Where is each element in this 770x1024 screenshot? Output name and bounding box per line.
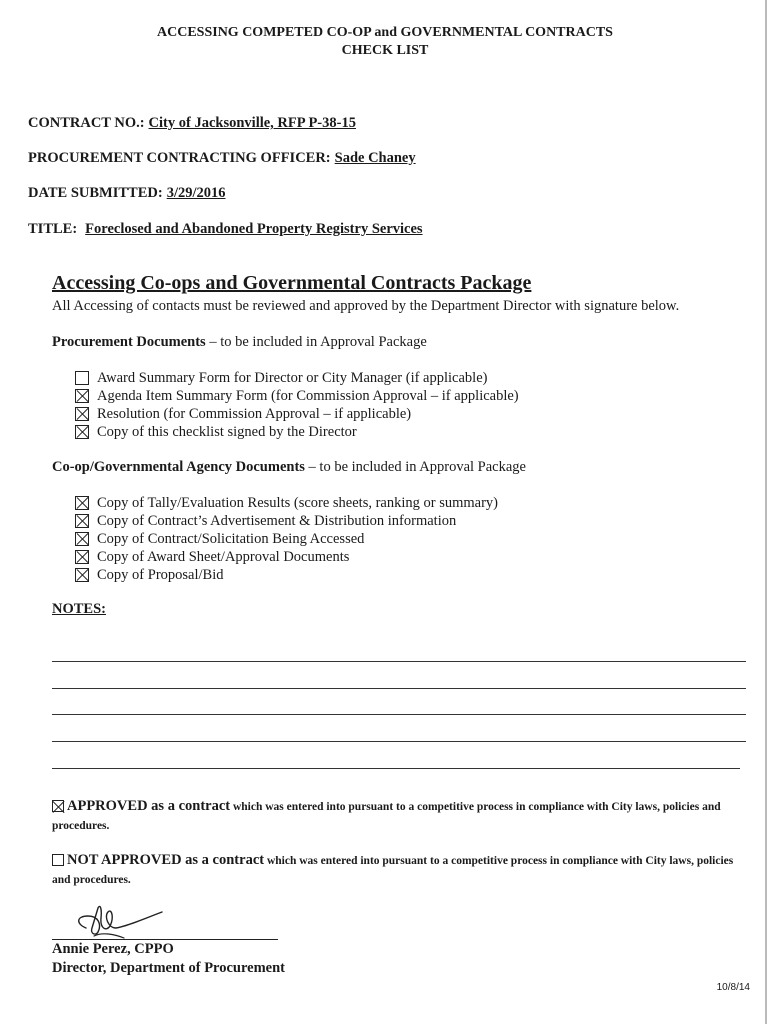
date-submitted-label: DATE SUBMITTED:: [28, 185, 163, 201]
not-approved-label: NOT APPROVED as a contract: [67, 852, 265, 868]
checkbox-icon[interactable]: [75, 389, 89, 403]
procurement-item-label: Copy of this checklist signed by the Director: [97, 424, 357, 440]
notes-line[interactable]: [52, 741, 746, 742]
footer-date: 10/8/14: [716, 982, 750, 993]
agency-item[interactable]: [75, 530, 364, 548]
notes-line[interactable]: [52, 768, 740, 769]
agency-item-label: Copy of Contract’s Advertisement & Distribution information: [97, 513, 457, 529]
not-approved-text: which was entered into pursuant to a competitive process in compliance with City laws, policies and procedures.: [52, 855, 734, 886]
title-label: TITLE:: [28, 221, 78, 237]
agency-documents-heading-bold: Co-op/Governmental Agency Documents: [52, 459, 305, 475]
checkbox-icon[interactable]: [75, 532, 89, 546]
approved-label: APPROVED as a contract: [67, 798, 231, 814]
package-intro: All Accessing of contacts must be reviewed and approved by the Department Director with signature below.: [52, 298, 680, 314]
agency-item-label: Copy of Award Sheet/Approval Documents: [97, 549, 350, 565]
agency-item[interactable]: [75, 566, 223, 584]
notes-label: NOTES:: [52, 601, 106, 617]
agency-documents-heading: [52, 459, 526, 476]
signer-title: Director, Department of Procurement: [52, 960, 285, 976]
title-field: [28, 221, 423, 238]
agency-item[interactable]: [75, 512, 456, 530]
procurement-item-label: Agenda Item Summary Form (for Commission Approval – if applicable): [97, 388, 519, 404]
procurement-documents-heading-bold: Procurement Documents: [52, 334, 206, 350]
checkbox-icon[interactable]: [75, 568, 89, 582]
agency-item[interactable]: [75, 494, 498, 512]
date-submitted-field: [28, 185, 226, 202]
contract-no-field: [28, 115, 356, 132]
scan-edge: [765, 0, 767, 1024]
officer-value: Sade Chaney: [334, 150, 416, 166]
checkbox-icon[interactable]: [75, 550, 89, 564]
document-subtitle: CHECK LIST: [341, 43, 429, 58]
approved-statement: [52, 797, 742, 836]
title-value: Foreclosed and Abandoned Property Registry Services: [85, 221, 423, 237]
checkbox-icon[interactable]: [75, 425, 89, 439]
checkbox-icon[interactable]: [75, 407, 89, 421]
checkbox-icon[interactable]: [75, 514, 89, 528]
officer-label: PROCUREMENT CONTRACTING OFFICER:: [28, 150, 331, 166]
officer-field: [28, 150, 416, 167]
procurement-item[interactable]: [75, 387, 519, 405]
not-approved-checkbox-icon[interactable]: [52, 854, 64, 866]
not-approved-statement: [52, 851, 742, 890]
approved-checkbox-icon[interactable]: [52, 800, 64, 812]
procurement-documents-heading: [52, 334, 427, 351]
procurement-item-label: Resolution (for Commission Approval – if applicable): [97, 406, 412, 422]
checkbox-icon[interactable]: [75, 371, 89, 385]
signature-line: [52, 939, 278, 940]
procurement-item[interactable]: [75, 405, 411, 423]
agency-item-label: Copy of Proposal/Bid: [97, 567, 224, 583]
contract-no-label: CONTRACT NO.:: [28, 115, 145, 131]
notes-line[interactable]: [52, 688, 746, 689]
document-title: ACCESSING COMPETED CO-OP and GOVERNMENTAL CONTRACTS: [157, 25, 613, 40]
contract-no-value: City of Jacksonville, RFP P-38-15: [148, 115, 356, 131]
checkbox-icon[interactable]: [75, 496, 89, 510]
procurement-item[interactable]: [75, 369, 487, 387]
notes-line[interactable]: [52, 714, 746, 715]
package-heading: Accessing Co-ops and Governmental Contracts Package: [52, 272, 532, 294]
approved-text: which was entered into pursuant to a competitive process in compliance with City laws, policies and procedures.: [52, 801, 721, 832]
agency-item[interactable]: [75, 548, 349, 566]
agency-item-label: Copy of Tally/Evaluation Results (score sheets, ranking or summary): [97, 495, 499, 511]
agency-documents-heading-rest: – to be included in Approval Package: [304, 459, 526, 475]
agency-item-label: Copy of Contract/Solicitation Being Accessed: [97, 531, 365, 547]
notes-line[interactable]: [52, 661, 746, 662]
procurement-item[interactable]: [75, 423, 357, 441]
date-submitted-value: 3/29/2016: [166, 185, 226, 201]
procurement-documents-heading-rest: – to be included in Approval Package: [205, 334, 427, 350]
procurement-item-label: Award Summary Form for Director or City Manager (if applicable): [97, 370, 488, 386]
signer-name: Annie Perez, CPPO: [52, 941, 174, 957]
